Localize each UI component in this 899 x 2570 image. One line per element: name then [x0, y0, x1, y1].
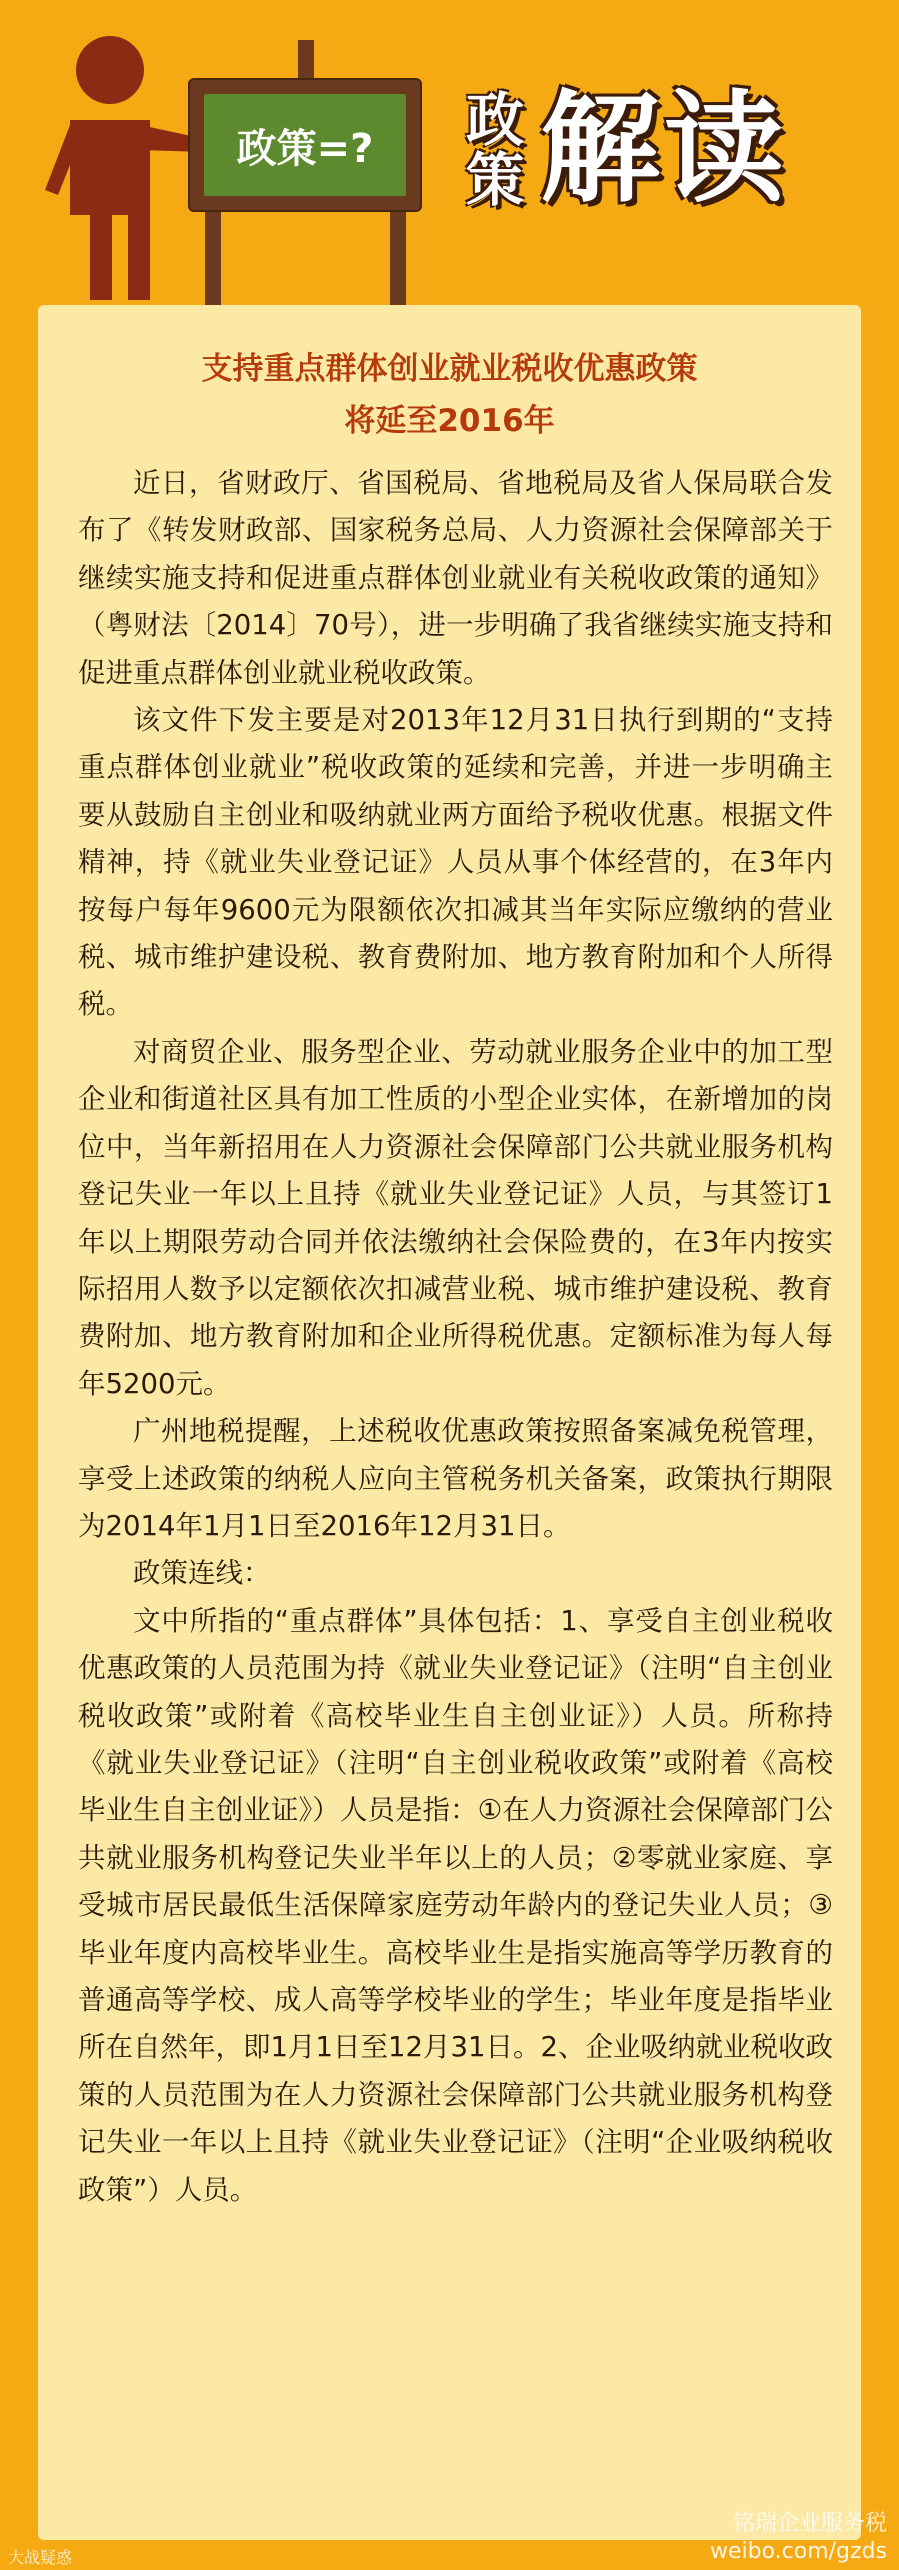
document-title-line2: 将延至2016年	[344, 403, 555, 439]
document-title-line1: 支持重点群体创业就业税收优惠政策	[201, 351, 698, 387]
paragraph: 近日，省财政厅、省国税局、省地税局及省人保局联合发布了《转发财政部、国家税务总局、人力资源社会保障部关于继续实施支持和促进重点群体创业就业有关税收政策的通知》（粤财法〔2014〕70号），进一步明确了我省继续实施支持和促进重点群体创业就业税收政策。	[78, 467, 833, 689]
paragraph: 对商贸企业、服务型企业、劳动就业服务企业中的加工型企业和街道社区具有加工性质的小型企业实体，在新增加的岗位中，当年新招用在人力资源社会保障部门公共就业服务机构登记失业一年以上且持《就业失业登记证》人员，与其签订1年以上期限劳动合同并依法缴纳社会保险费的，在3年内按实际招用人数予以定额依次扣减营业税、城市维护建设税、教育费附加、地方教育附加和企业所得税优惠。定额标准为每人每年5200元。	[78, 1035, 833, 1400]
banner-title	[420, 40, 899, 260]
paragraph: 该文件下发主要是对2013年12月31日执行到期的“支持重点群体创业就业”税收政策的延续和完善，并进一步明确主要从鼓励自主创业和吸纳就业两方面给予税收优惠。根据文件精神，持《就业失业登记证》人员从事个体经营的，在3年内按每户每年9600元为限额依次扣减其当年实际应缴纳的营业税、城市维护建设税、教育费附加、地方教育附加和个人所得税。	[78, 704, 833, 1021]
content-panel	[38, 305, 861, 2540]
watermark-right-line2: weibo.com/gzds	[709, 2539, 887, 2564]
paragraph-heading: 政策连线：	[133, 1557, 271, 1590]
banner-title-small: 政策	[465, 86, 524, 214]
document-title	[38, 343, 861, 447]
document-body	[78, 460, 833, 2214]
banner-title-big: 解读	[540, 80, 788, 219]
watermark-right-line1: 铭瑞企业服务税	[732, 2511, 887, 2536]
watermark-left: 大战疑惑	[8, 2548, 73, 2567]
chalkboard	[190, 80, 420, 210]
header-banner	[0, 0, 899, 320]
chalkboard-text: 政策=?	[236, 125, 374, 172]
watermark-right	[710, 2510, 887, 2566]
paragraph: 文中所指的“重点群体”具体包括：1、享受自主创业税收优惠政策的人员范围为持《就业失业登记证》（注明“自主创业税收政策”或附着《高校毕业生自主创业证》）人员。所称持《就业失业登记证》（注明“自主创业税收政策”或附着《高校毕业生自主创业证》）人员是指：①在人力资源社会保障部门公共就业服务机构登记失业半年以上的人员；②零就业家庭、享受城市居民最低生活保障家庭劳动年龄内的登记失业人员；③毕业年度内高校毕业生。高校毕业生是指实施高等学历教育的普通高等学校、成人高等学校毕业的学生；毕业年度是指毕业所在自然年，即1月1日至12月31日。2、企业吸纳就业税收政策的人员范围为在人力资源社会保障部门公共就业服务机构登记失业一年以上且持《就业失业登记证》（注明“企业吸纳税收政策”）人员。	[78, 1604, 833, 2206]
chalkboard-surface	[204, 94, 406, 196]
paragraph: 广州地税提醒，上述税收优惠政策按照备案减免税管理，享受上述政策的纳税人应向主管税务机关备案，政策执行期限为2014年1月1日至2016年12月31日。	[78, 1415, 833, 1542]
